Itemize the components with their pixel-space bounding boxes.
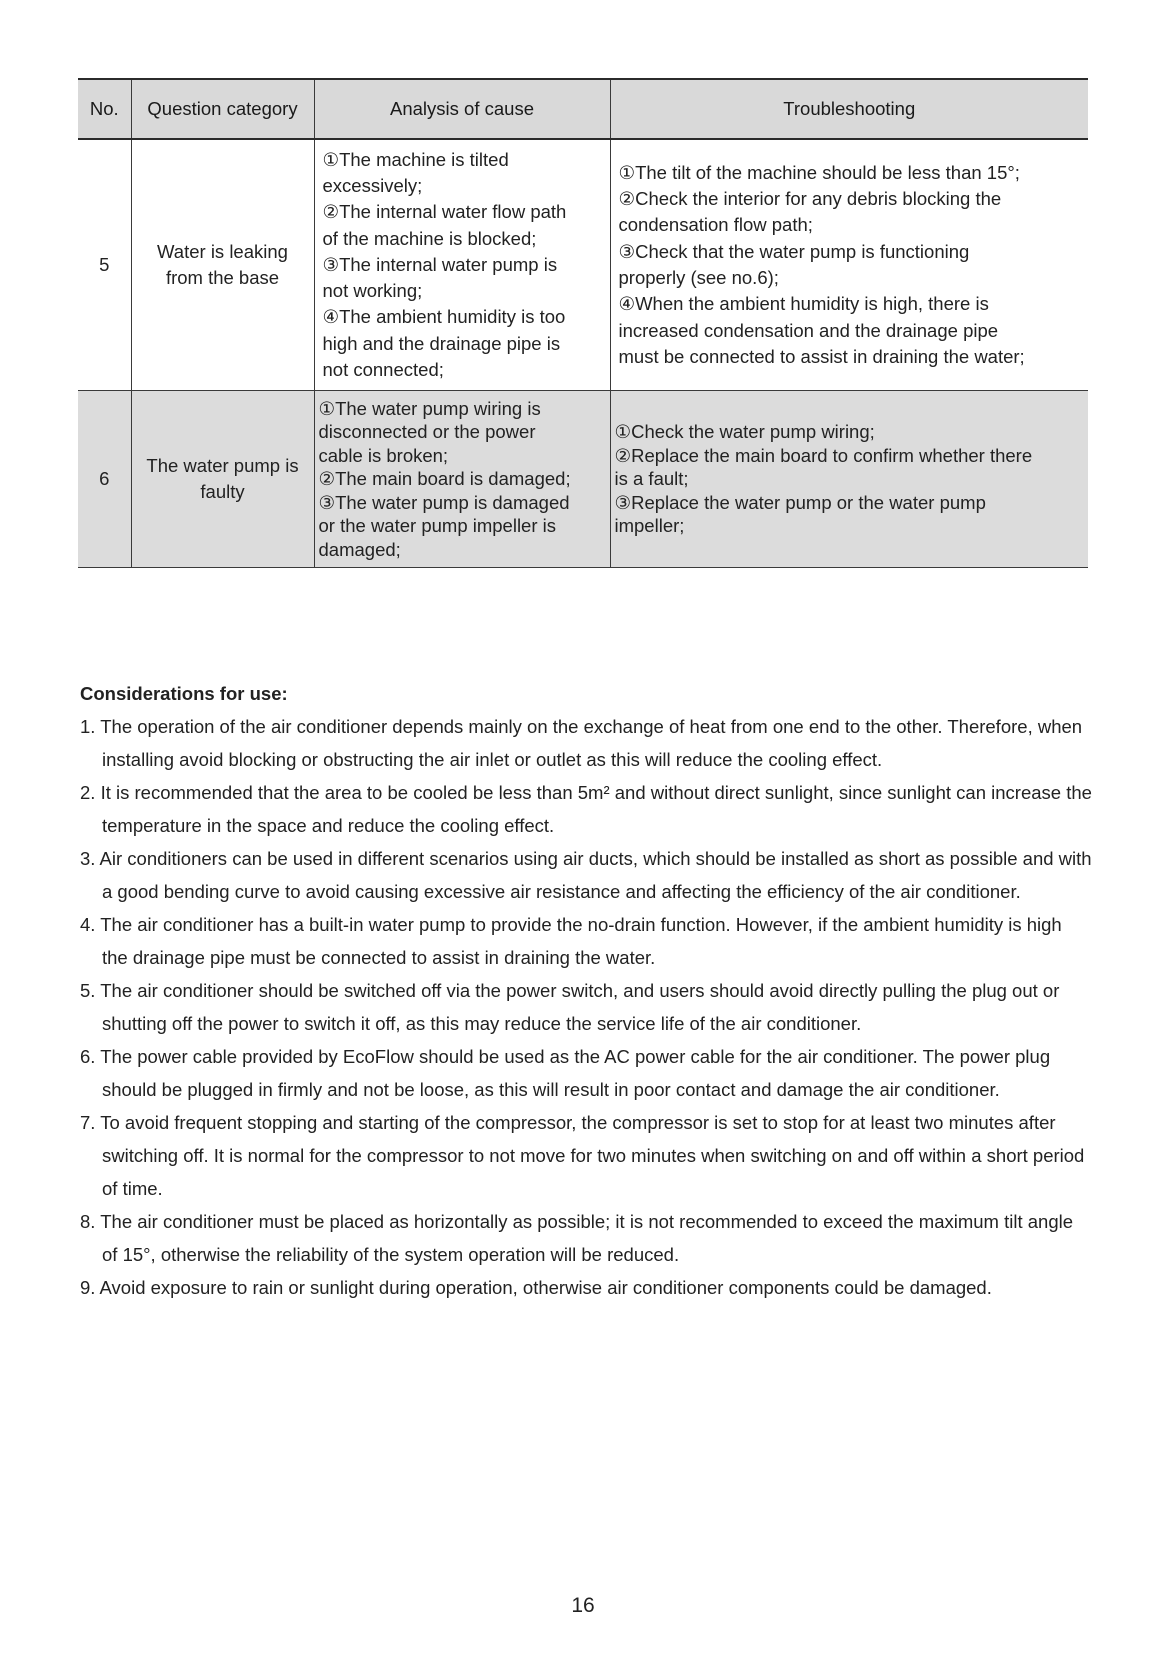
row-number: 6	[78, 391, 131, 568]
header-no: No.	[78, 79, 131, 139]
list-item: 6. The power cable provided by EcoFlow should be used as the AC power cable for the air conditioner. The power plug should be plugged in firmly and not be loose, as this will result in poor contact and damage the air conditioner.	[80, 1046, 1051, 1100]
cause-line: not connected;	[322, 358, 444, 380]
list-item: 3. Air conditioners can be used in different scenarios using air ducts, which should be installed as short as possible and with a good bending curve to avoid causing excessive air resistance and affecting the efficiency of the air conditioner.	[80, 848, 1092, 902]
fix-line: ③Check that the water pump is functioning	[618, 240, 970, 262]
cause-line: ④The ambient humidity is too	[322, 306, 566, 328]
fix-line: condensation flow path;	[618, 214, 813, 236]
analysis-of-cause	[314, 391, 610, 568]
question-category	[131, 139, 314, 391]
category-line: faulty	[200, 481, 245, 502]
list-item: 5. The air conditioner should be switched off via the power switch, and users should avoid directly pulling the plug out or shutting off the power to switch it off, as this may reduce the service life of the air conditioner.	[80, 980, 1060, 1034]
table-row	[78, 391, 1088, 568]
cause-line: ②The internal water flow path	[322, 201, 567, 223]
header-troubleshooting: Troubleshooting	[610, 79, 1088, 139]
cause-line: excessively;	[322, 175, 423, 197]
page-number: 16	[571, 1594, 595, 1617]
list-item: 7. To avoid frequent stopping and starting of the compressor, the compressor is set to stop for at least two minutes after switching off. It is normal for the compressor to not move for two minutes when switching on and off within a short period of time.	[80, 1112, 1085, 1199]
considerations-list	[80, 710, 1092, 1304]
analysis-of-cause	[314, 139, 610, 391]
category-line: Water is leaking	[157, 240, 288, 262]
category-line: from the base	[165, 267, 280, 288]
list-item: 2. It is recommended that the area to be cooled be less than 5m² and without direct sunlight, since sunlight can increase the temperature in the space and reduce the cooling effect.	[80, 782, 1092, 836]
list-item: 4. The air conditioner has a built-in water pump to provide the no-drain function. However, if the ambient humidity is high the drainage pipe must be connected to assist in draining the water.	[80, 914, 1062, 968]
fix-line: ①The tilt of the machine should be less than 15°;	[618, 161, 1020, 183]
considerations-title: Considerations for use:	[80, 683, 288, 704]
cause-line: ②The main board is damaged;	[318, 468, 571, 490]
list-item: 1. The operation of the air conditioner depends mainly on the exchange of heat from one end to the other. Therefore, when installing avoid blocking or obstructing the air inlet or outlet as this will reduce the cooling effect.	[80, 716, 1083, 770]
fix-line: ①Check the water pump wiring;	[614, 421, 875, 443]
fix-line: ②Check the interior for any debris blocking the	[618, 188, 1002, 210]
cause-line: ③The water pump is damaged	[318, 491, 570, 513]
cause-line: disconnected or the power	[318, 421, 536, 443]
fix-line: must be connected to assist in draining the water;	[618, 345, 1025, 367]
table-row	[78, 139, 1088, 391]
fix-line: impeller;	[614, 515, 685, 537]
cause-line: damaged;	[318, 538, 401, 560]
cause-line: ①The water pump wiring is	[318, 397, 541, 419]
fix-line: ②Replace the main board to confirm whether there	[614, 444, 1033, 466]
cause-line: not working;	[322, 280, 423, 302]
considerations-section	[80, 677, 1092, 1304]
fix-line: increased condensation and the drainage pipe	[618, 319, 999, 341]
troubleshooting-table	[78, 78, 1088, 568]
fix-line: ④When the ambient humidity is high, there is	[618, 293, 989, 315]
cause-line: of the machine is blocked;	[322, 227, 537, 249]
header-analysis-of-cause: Analysis of cause	[314, 79, 610, 139]
fix-line: ③Replace the water pump or the water pump	[614, 491, 986, 513]
fix-line: is a fault;	[614, 468, 689, 490]
list-item: 9. Avoid exposure to rain or sunlight during operation, otherwise air conditioner components could be damaged.	[80, 1277, 992, 1298]
row-number: 5	[78, 139, 131, 391]
category-line: The water pump is	[146, 454, 299, 476]
list-item: 8. The air conditioner must be placed as horizontally as possible; it is not recommended to exceed the maximum tilt angle of 15°, otherwise the reliability of the system operation will be reduced.	[80, 1211, 1074, 1265]
cause-line: high and the drainage pipe is	[322, 332, 561, 354]
cause-line: or the water pump impeller is	[318, 515, 557, 537]
fix-line: properly (see no.6);	[618, 267, 779, 288]
cause-line: ③The internal water pump is	[322, 253, 558, 275]
cause-line: cable is broken;	[318, 444, 449, 466]
troubleshooting	[610, 391, 1088, 568]
cause-line: ①The machine is tilted	[322, 148, 509, 170]
table-header-row	[78, 79, 1088, 139]
header-question-category: Question category	[131, 79, 314, 139]
troubleshooting	[610, 139, 1088, 391]
question-category	[131, 391, 314, 568]
